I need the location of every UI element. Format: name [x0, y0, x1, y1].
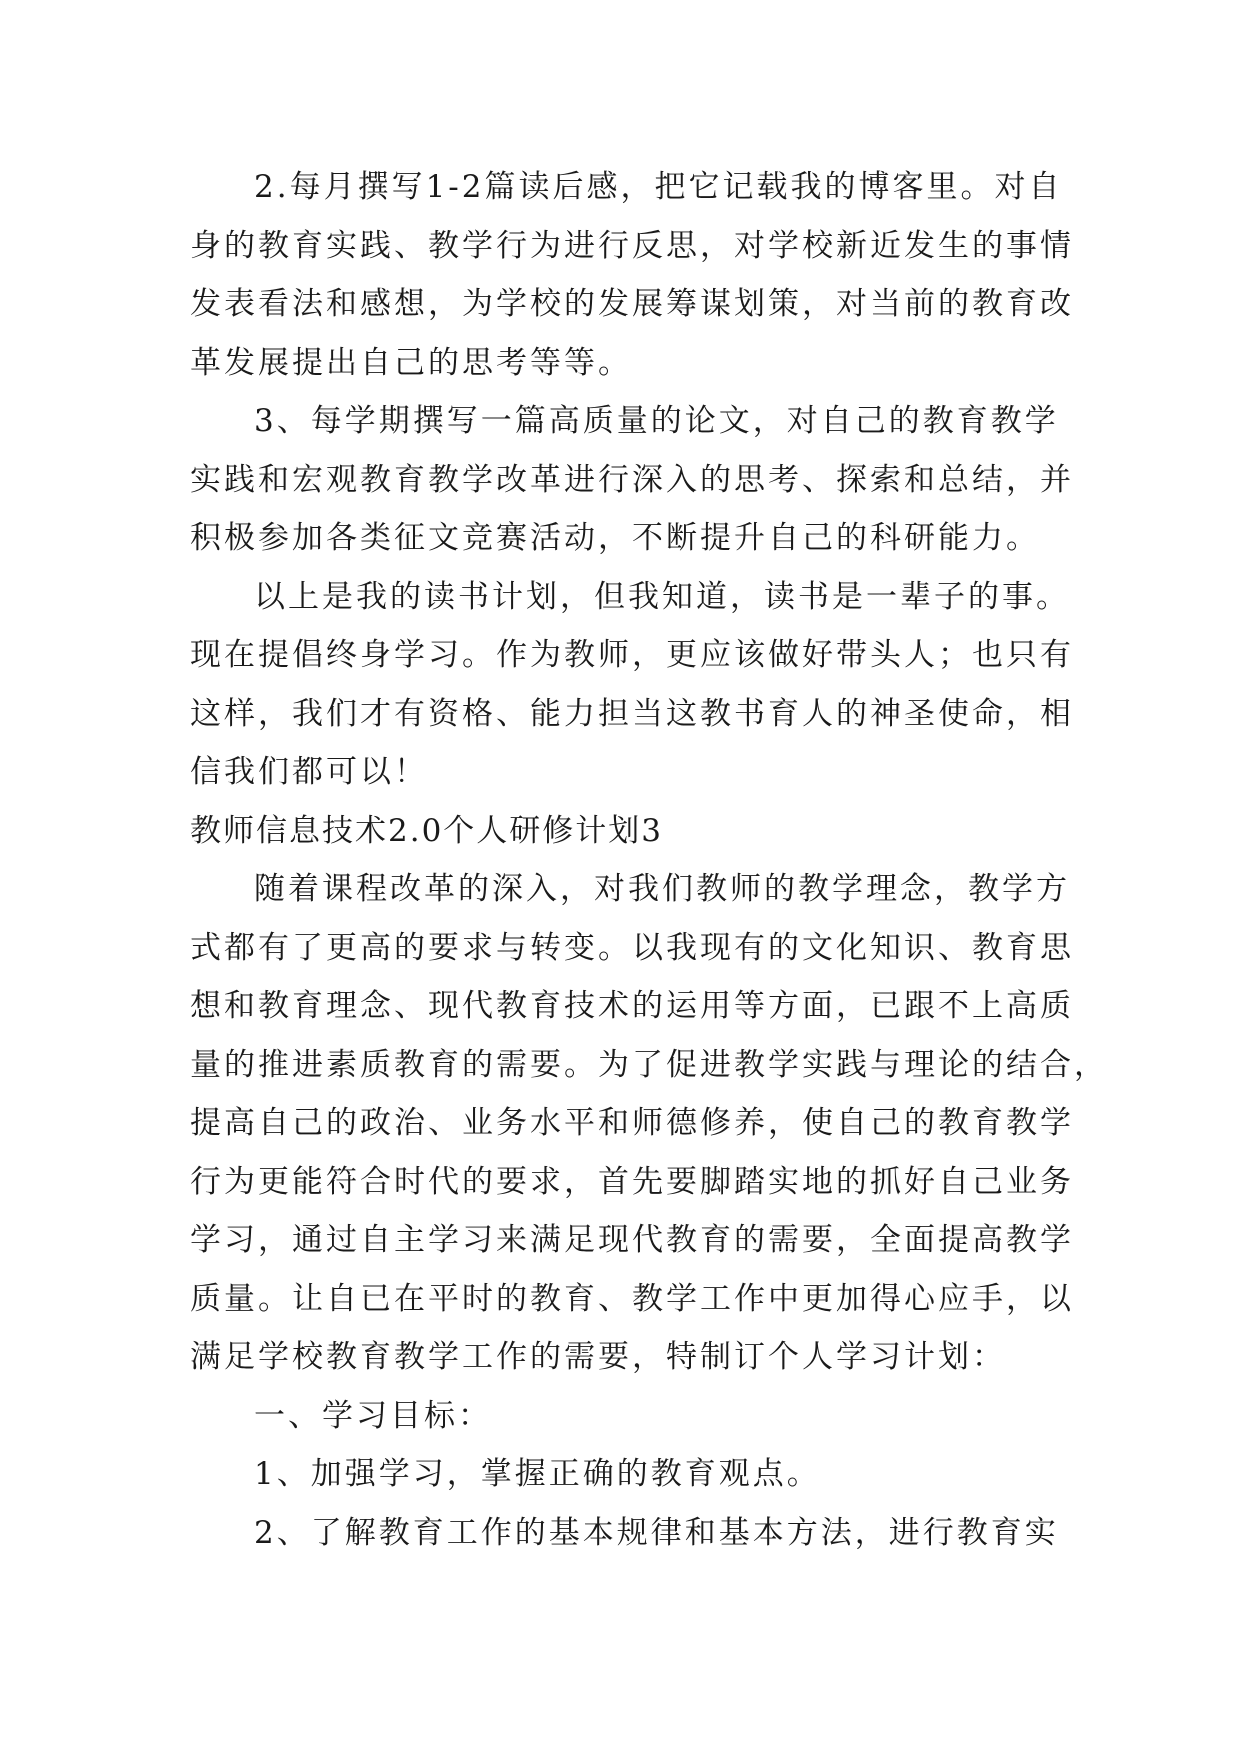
paragraph-intro: [190, 860, 1108, 1387]
text-line: 身的教育实践、教学行为进行反思，对学校新近发生的事情: [190, 227, 1074, 264]
text-line: 实践和宏观教育教学改革进行深入的思考、探索和总结，并: [190, 461, 1074, 498]
text-line: 行为更能符合时代的要求，首先要脚踏实地的抓好自己业务: [190, 1163, 1074, 1200]
text-line: 积极参加各类征文竞赛活动，不断提升自己的科研能力。: [190, 520, 1040, 556]
text-line: 发表看法和感想，为学校的发展筹谋划策，对当前的教育改: [190, 286, 1074, 322]
text-line: 想和教育理念、现代教育技术的运用等方面，已跟不上高质: [190, 988, 1074, 1024]
text-line: 2.每月撰写1-2篇读后感，把它记载我的博客里。对自: [254, 169, 1063, 205]
text-line: 质量。让自已在平时的教育、教学工作中更加得心应手，以: [190, 1280, 1074, 1317]
paragraph-goals-heading: [190, 1387, 1070, 1446]
text-line: 随着课程改革的深入，对我们教师的教学理念，教学方: [254, 871, 1070, 907]
text-line: 学习，通过自主学习来满足现代教育的需要，全面提高教学: [190, 1222, 1074, 1258]
document-body: [190, 158, 1108, 1562]
text-line: 式都有了更高的要求与转变。以我现有的文化知识、教育思: [190, 929, 1074, 966]
paragraph-goal-2: [190, 1504, 1070, 1563]
text-line: 信我们都可以！: [190, 754, 428, 790]
paragraph-goal-1: [190, 1445, 1070, 1504]
text-line: 以上是我的读书计划，但我知道，读书是一辈子的事。: [254, 578, 1070, 615]
paragraph-thesis: [190, 392, 1074, 568]
text-line: 1、加强学习，掌握正确的教育观点。: [254, 1456, 821, 1492]
paragraph-reading-plan-summary: [190, 568, 1074, 802]
text-line: 满足学校教育教学工作的需要，特制订个人学习计划：: [190, 1339, 1006, 1375]
text-line: 3、每学期撰写一篇高质量的论文，对自己的教育教学: [254, 403, 1059, 439]
text-line: 提高自己的政治、业务水平和师德修养，使自己的教育教学: [190, 1105, 1074, 1141]
text-line: 革发展提出自己的思考等等。: [190, 344, 632, 381]
text-line: 量的推进素质教育的需要。为了促进教学实践与理论的结合，: [190, 1046, 1108, 1083]
paragraph-reading-notes: [190, 158, 1074, 392]
section-heading: 教师信息技术2.0个人研修计划3: [190, 812, 664, 849]
text-line: 这样，我们才有资格、能力担当这教书育人的神圣使命，相: [190, 695, 1074, 732]
text-line: 现在提倡终身学习。作为教师，更应该做好带头人；也只有: [190, 637, 1074, 673]
text-line: 一、学习目标：: [254, 1397, 492, 1434]
text-line: 2、了解教育工作的基本规律和基本方法，进行教育实: [254, 1514, 1059, 1551]
